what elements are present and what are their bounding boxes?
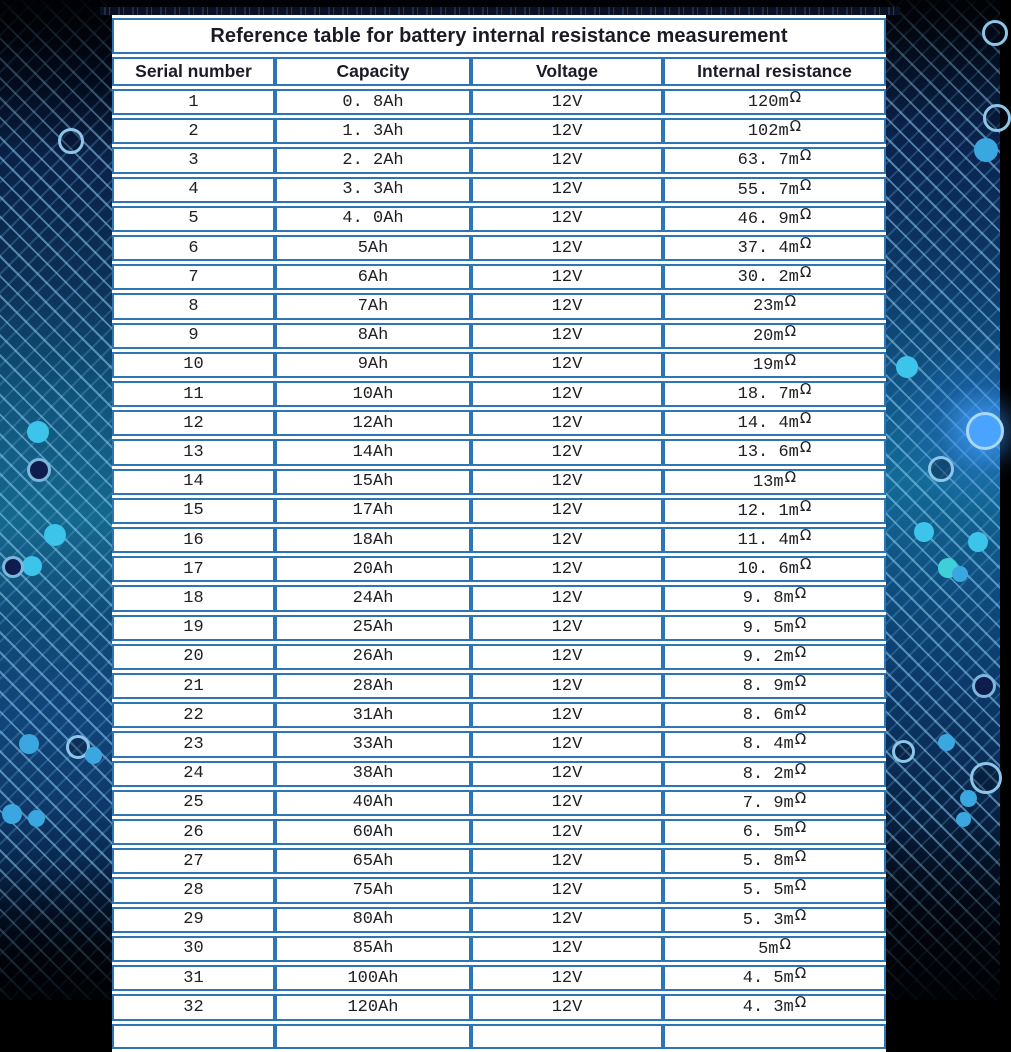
table-row <box>112 118 886 144</box>
circuit-pad <box>938 734 955 751</box>
serial-cell: 14 <box>112 469 275 495</box>
serial-cell: 25 <box>112 790 275 816</box>
serial-cell: 31 <box>112 965 275 991</box>
empty-cell <box>471 1024 663 1049</box>
table-row <box>112 352 886 378</box>
serial-cell: 3 <box>112 147 275 173</box>
capacity-cell: 38Ah <box>275 761 471 787</box>
capacity-cell: 12Ah <box>275 410 471 436</box>
ohm-symbol: Ω <box>794 847 807 866</box>
serial-cell: 30 <box>112 936 275 962</box>
serial-cell: 6 <box>112 235 275 261</box>
voltage-cell: 12V <box>471 89 663 115</box>
voltage-cell: 12V <box>471 907 663 933</box>
serial-cell: 8 <box>112 293 275 319</box>
serial-cell: 24 <box>112 761 275 787</box>
resistance-cell: 14. 4mΩ <box>663 410 886 436</box>
ohm-symbol: Ω <box>794 905 807 924</box>
table-row <box>112 585 886 611</box>
capacity-cell: 26Ah <box>275 644 471 670</box>
ohm-symbol: Ω <box>784 292 797 311</box>
capacity-cell: 100Ah <box>275 965 471 991</box>
table-row <box>112 264 886 290</box>
ohm-symbol: Ω <box>799 438 812 457</box>
table-row <box>112 147 886 173</box>
table-row <box>112 848 886 874</box>
table-row <box>112 731 886 757</box>
header-voltage: Voltage <box>471 57 663 86</box>
resistance-cell: 102mΩ <box>663 118 886 144</box>
circuit-background-left <box>0 0 113 1000</box>
capacity-cell: 6Ah <box>275 264 471 290</box>
circuit-pad <box>966 412 1004 450</box>
resistance-cell: 13mΩ <box>663 469 886 495</box>
circuit-pad <box>28 810 45 827</box>
capacity-cell: 65Ah <box>275 848 471 874</box>
capacity-cell: 120Ah <box>275 994 471 1020</box>
table-row <box>112 819 886 845</box>
circuit-pad <box>960 790 977 807</box>
capacity-cell: 85Ah <box>275 936 471 962</box>
ohm-symbol: Ω <box>794 876 807 895</box>
voltage-cell: 12V <box>471 994 663 1020</box>
voltage-cell: 12V <box>471 469 663 495</box>
ohm-symbol: Ω <box>794 672 807 691</box>
header-serial-number: Serial number <box>112 57 275 86</box>
table-row <box>112 293 886 319</box>
voltage-cell: 12V <box>471 877 663 903</box>
ohm-symbol: Ω <box>794 993 807 1012</box>
table-row <box>112 790 886 816</box>
table-row <box>112 965 886 991</box>
resistance-cell: 30. 2mΩ <box>663 264 886 290</box>
capacity-cell: 10Ah <box>275 381 471 407</box>
voltage-cell: 12V <box>471 556 663 582</box>
serial-cell: 32 <box>112 994 275 1020</box>
capacity-cell: 25Ah <box>275 615 471 641</box>
capacity-cell: 80Ah <box>275 907 471 933</box>
ohm-symbol: Ω <box>794 701 807 720</box>
resistance-cell: 6. 5mΩ <box>663 819 886 845</box>
circuit-pad <box>952 566 968 582</box>
serial-cell: 1 <box>112 89 275 115</box>
serial-cell: 16 <box>112 527 275 553</box>
resistance-cell: 23mΩ <box>663 293 886 319</box>
serial-cell: 21 <box>112 673 275 699</box>
circuit-pad <box>58 128 84 154</box>
table-row <box>112 206 886 232</box>
circuit-pad <box>896 356 918 378</box>
voltage-cell: 12V <box>471 498 663 524</box>
capacity-cell: 60Ah <box>275 819 471 845</box>
capacity-cell: 14Ah <box>275 439 471 465</box>
capacity-cell: 15Ah <box>275 469 471 495</box>
capacity-cell: 20Ah <box>275 556 471 582</box>
ohm-symbol: Ω <box>799 204 812 223</box>
capacity-cell: 31Ah <box>275 702 471 728</box>
serial-cell: 17 <box>112 556 275 582</box>
resistance-cell: 9. 5mΩ <box>663 615 886 641</box>
ohm-symbol: Ω <box>794 642 807 661</box>
voltage-cell: 12V <box>471 439 663 465</box>
circuit-pad <box>19 734 39 754</box>
ohm-symbol: Ω <box>789 117 802 136</box>
resistance-cell: 5. 5mΩ <box>663 877 886 903</box>
table-row <box>112 235 886 261</box>
circuit-pad <box>982 20 1008 46</box>
circuit-pad <box>44 524 66 546</box>
serial-cell: 29 <box>112 907 275 933</box>
circuit-pad <box>956 812 971 827</box>
resistance-cell: 5mΩ <box>663 936 886 962</box>
serial-cell: 10 <box>112 352 275 378</box>
serial-cell: 13 <box>112 439 275 465</box>
table-row <box>112 936 886 962</box>
capacity-cell: 9Ah <box>275 352 471 378</box>
serial-cell: 28 <box>112 877 275 903</box>
table-row <box>112 556 886 582</box>
resistance-cell: 20mΩ <box>663 323 886 349</box>
table-row <box>112 469 886 495</box>
resistance-cell: 55. 7mΩ <box>663 177 886 203</box>
table-row <box>112 673 886 699</box>
ohm-symbol: Ω <box>799 555 812 574</box>
ohm-symbol: Ω <box>789 88 802 106</box>
circuit-pad <box>974 138 998 162</box>
serial-cell: 15 <box>112 498 275 524</box>
ohm-symbol: Ω <box>794 759 807 778</box>
ohm-symbol: Ω <box>799 496 812 515</box>
voltage-cell: 12V <box>471 965 663 991</box>
circuit-pad <box>27 421 49 443</box>
ohm-symbol: Ω <box>799 175 812 194</box>
serial-cell: 2 <box>112 118 275 144</box>
resistance-cell: 8. 6mΩ <box>663 702 886 728</box>
circuit-pad <box>983 104 1011 132</box>
voltage-cell: 12V <box>471 381 663 407</box>
ohm-symbol: Ω <box>799 234 812 253</box>
voltage-cell: 12V <box>471 585 663 611</box>
header-capacity: Capacity <box>275 57 471 86</box>
table-row <box>112 907 886 933</box>
voltage-cell: 12V <box>471 848 663 874</box>
table-row <box>112 439 886 465</box>
resistance-cell: 8. 2mΩ <box>663 761 886 787</box>
serial-cell: 19 <box>112 615 275 641</box>
voltage-cell: 12V <box>471 118 663 144</box>
table-row <box>112 615 886 641</box>
ohm-symbol: Ω <box>794 818 807 837</box>
serial-cell: 27 <box>112 848 275 874</box>
resistance-cell: 5. 3mΩ <box>663 907 886 933</box>
voltage-cell: 12V <box>471 819 663 845</box>
empty-cell <box>275 1024 471 1049</box>
voltage-cell: 12V <box>471 702 663 728</box>
resistance-cell: 4. 5mΩ <box>663 965 886 991</box>
serial-cell: 11 <box>112 381 275 407</box>
table-row <box>112 761 886 787</box>
resistance-cell: 5. 8mΩ <box>663 848 886 874</box>
circuit-pad <box>2 804 22 824</box>
serial-cell: 26 <box>112 819 275 845</box>
voltage-cell: 12V <box>471 235 663 261</box>
voltage-cell: 12V <box>471 644 663 670</box>
resistance-cell: 19mΩ <box>663 352 886 378</box>
resistance-cell: 8. 9mΩ <box>663 673 886 699</box>
empty-cell <box>112 1024 275 1049</box>
capacity-cell: 2. 2Ah <box>275 147 471 173</box>
capacity-cell: 8Ah <box>275 323 471 349</box>
circuit-pad <box>914 522 934 542</box>
capacity-cell: 33Ah <box>275 731 471 757</box>
capacity-cell: 1. 3Ah <box>275 118 471 144</box>
ohm-symbol: Ω <box>794 964 807 983</box>
ohm-symbol: Ω <box>779 934 791 953</box>
capacity-cell: 7Ah <box>275 293 471 319</box>
ohm-symbol: Ω <box>784 467 797 486</box>
table-row <box>112 323 886 349</box>
resistance-cell: 4. 3mΩ <box>663 994 886 1020</box>
header-internal-resistance: Internal resistance <box>663 57 886 86</box>
ohm-symbol: Ω <box>799 146 812 165</box>
voltage-cell: 12V <box>471 673 663 699</box>
capacity-cell: 75Ah <box>275 877 471 903</box>
table-row <box>112 994 886 1020</box>
title-row <box>112 18 886 54</box>
table-row <box>112 410 886 436</box>
ohm-symbol: Ω <box>799 380 812 399</box>
voltage-cell: 12V <box>471 615 663 641</box>
voltage-cell: 12V <box>471 790 663 816</box>
table-row <box>112 702 886 728</box>
table-row <box>112 381 886 407</box>
serial-cell: 5 <box>112 206 275 232</box>
circuit-pad <box>27 458 51 482</box>
capacity-cell: 3. 3Ah <box>275 177 471 203</box>
serial-cell: 23 <box>112 731 275 757</box>
table-body <box>112 89 886 1049</box>
circuit-background-right <box>886 0 1000 1000</box>
ohm-symbol: Ω <box>794 788 807 807</box>
capacity-cell: 28Ah <box>275 673 471 699</box>
voltage-cell: 12V <box>471 527 663 553</box>
voltage-cell: 12V <box>471 293 663 319</box>
table-row <box>112 89 886 115</box>
capacity-cell: 0. 8Ah <box>275 89 471 115</box>
resistance-cell: 46. 9mΩ <box>663 206 886 232</box>
compression-artifact-strip <box>100 7 900 15</box>
serial-cell: 22 <box>112 702 275 728</box>
reference-table <box>112 15 886 1052</box>
ohm-symbol: Ω <box>784 350 797 369</box>
capacity-cell: 17Ah <box>275 498 471 524</box>
resistance-cell: 12. 1mΩ <box>663 498 886 524</box>
serial-cell: 18 <box>112 585 275 611</box>
table-row <box>112 527 886 553</box>
voltage-cell: 12V <box>471 264 663 290</box>
ohm-symbol: Ω <box>799 409 812 428</box>
voltage-cell: 12V <box>471 936 663 962</box>
ohm-symbol: Ω <box>799 526 812 545</box>
table-row <box>112 498 886 524</box>
table-row-partial <box>112 1024 886 1049</box>
capacity-cell: 18Ah <box>275 527 471 553</box>
voltage-cell: 12V <box>471 147 663 173</box>
voltage-cell: 12V <box>471 352 663 378</box>
voltage-cell: 12V <box>471 206 663 232</box>
resistance-cell: 18. 7mΩ <box>663 381 886 407</box>
capacity-cell: 4. 0Ah <box>275 206 471 232</box>
battery-resistance-table <box>112 18 886 1052</box>
voltage-cell: 12V <box>471 177 663 203</box>
ohm-symbol: Ω <box>794 730 807 749</box>
resistance-cell: 37. 4mΩ <box>663 235 886 261</box>
resistance-cell: 9. 8mΩ <box>663 585 886 611</box>
serial-cell: 4 <box>112 177 275 203</box>
resistance-cell: 11. 4mΩ <box>663 527 886 553</box>
voltage-cell: 12V <box>471 323 663 349</box>
capacity-cell: 5Ah <box>275 235 471 261</box>
circuit-pad <box>892 740 915 763</box>
capacity-cell: 24Ah <box>275 585 471 611</box>
serial-cell: 9 <box>112 323 275 349</box>
header-row <box>112 57 886 86</box>
ohm-symbol: Ω <box>784 321 797 340</box>
table-row <box>112 644 886 670</box>
capacity-cell: 40Ah <box>275 790 471 816</box>
circuit-pad <box>22 556 42 576</box>
circuit-pad <box>972 674 996 698</box>
ohm-symbol: Ω <box>799 263 812 282</box>
serial-cell: 20 <box>112 644 275 670</box>
circuit-pad <box>970 762 1002 794</box>
serial-cell: 7 <box>112 264 275 290</box>
empty-cell <box>663 1024 886 1049</box>
resistance-cell: 120mΩ <box>663 89 886 115</box>
ohm-symbol: Ω <box>794 613 807 632</box>
serial-cell: 12 <box>112 410 275 436</box>
circuit-pad <box>968 532 988 552</box>
resistance-cell: 10. 6mΩ <box>663 556 886 582</box>
table-row <box>112 877 886 903</box>
circuit-pad <box>85 747 102 764</box>
voltage-cell: 12V <box>471 410 663 436</box>
voltage-cell: 12V <box>471 731 663 757</box>
resistance-cell: 8. 4mΩ <box>663 731 886 757</box>
ohm-symbol: Ω <box>794 584 807 603</box>
table-title: Reference table for battery internal resistance measurement <box>112 18 886 54</box>
table-row <box>112 177 886 203</box>
resistance-cell: 9. 2mΩ <box>663 644 886 670</box>
resistance-cell: 7. 9mΩ <box>663 790 886 816</box>
resistance-cell: 13. 6mΩ <box>663 439 886 465</box>
voltage-cell: 12V <box>471 761 663 787</box>
resistance-cell: 63. 7mΩ <box>663 147 886 173</box>
circuit-pad <box>928 456 954 482</box>
circuit-pad <box>2 556 24 578</box>
